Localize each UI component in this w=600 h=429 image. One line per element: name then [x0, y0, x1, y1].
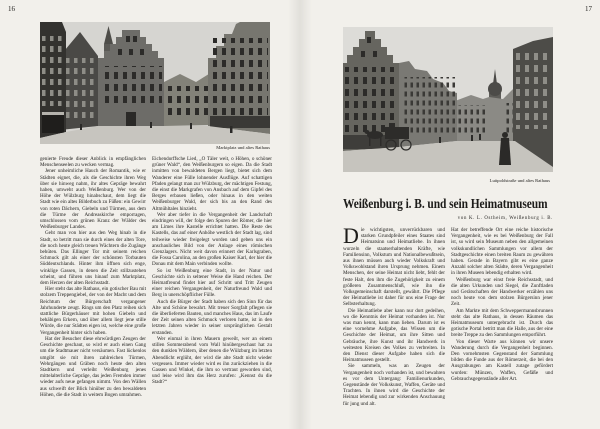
gabled-house-right [208, 22, 270, 134]
page-number-left: 16 [8, 5, 15, 13]
page-number-right: 17 [585, 5, 592, 13]
paragraph: Eichendorffsche Lied, „O Täler weit, o Höhen, o schöner grüner Wald“, den Weißenburgern so eigen. Da die Stadt inmitten von bewaldeten Bergen liegt, bietet sich dem Wanderer eine Fülle lohnender Ausflüge. Auf schattigen Pfaden gelangt man zur Wülzburg, der mächtigen Festung, die einst die Markgrafen von Ansbach auf dem Gipfel des Berges erbauen ließen, oder hinaus in den weiten Weißenburger Wald, der sich bis an den Rand des Altmühltales hinzieht. [152, 156, 272, 212]
book-gutter-shadow [288, 0, 312, 429]
paragraph: Von dieser Warte aus können wir unsere Wanderung durch die Vergangenheit beginnen. Den vornehmsten Gegenstand der Sammlung bilden die Funde aus der Römerzeit, die bei den Ausgrabungen am Kastell zutage gefördert wurden: Münzen, Waffen, Gefäße und Gebrauchsgegenstände aller Art. [451, 338, 553, 382]
paragraph: genierte Freude dieser Anblick in empfänglichen Menschenseelen zu wecken vermag. [40, 156, 146, 169]
article-title: Weißenburg i. B. und sein Heimatmuseum [343, 197, 548, 212]
paragraph: Am Markte mit dem Schweppermannsbrunnen steht das alte Rathaus, in dessen Räumen das Heimatmuseum untergebracht ist. Durch das gotische Portal betritt man die Halle, aus der eine breite Treppe zu den Sammlungen emporführt. [451, 307, 553, 339]
paragraph: Jener unheimliche Hauch der Romantik, wie er Städten eignet, die, als die Geschichte ihren Weg über sie hinweg nahm, ihr altes Gepräge bewahrt haben, umweht auch Weißenburg. Wer von der Höhe der Wülzburg hinabschaut, dem liegt die Stadt wie ein altes Bilderbuch zu Füßen: ein Gewirr von roten Dächern, Giebeln und Türmen, aus dem die Türme der Andreaskirche emporragen, umschlossen vom grünen Kranz der Wälder des Weißenburger Landes. [40, 168, 146, 231]
drop-cap: D [343, 227, 359, 248]
street-photo [343, 27, 553, 172]
market-square-photo [40, 22, 270, 144]
left-page-column-1 [40, 156, 146, 422]
paragraph: Hat der betreffende Ort eine reiche historische Vergangenheit, wie es bei Weißenburg der Fall ist, so wird sein Museum neben den allgemeinen volkskundlichen Sammlungen vor allem der Stadtgeschichte einen breiten Raum zu gewähren haben. Gerade in Bayern gibt es eine ganze Anzahl solcher alten Städte, deren Vergangenheit in ihren Museen lebendig erhalten wird. [451, 227, 553, 277]
left-page-column-2 [152, 156, 272, 422]
paragraph: Weißenburg war einst freie Reichsstadt, und die alten Urkunden und Siegel, die Zunftladen und Gerätschaften der Handwerker erzählen uns noch heute von dem stolzen Bürgersinn jener Zeit. [451, 276, 553, 308]
paragraph: Geht man von hier aus den Weg hinab in die Stadt, so betritt man sie durch eines der alten Tore, die noch heute gleich treuen Wächtern die Zugänge behüten. Das Ellinger Tor mit seinem reichen Schmuck gilt als einer der schönsten Torbauten Süddeutschlands. Hinter ihm öffnen sich enge, winklige Gassen, in denen die Zeit stillzustehen scheint, und führen uns hinauf zum Marktplatz, dem Herzen der alten Reichsstadt. [40, 230, 146, 287]
right-page-column-1 [343, 227, 445, 422]
paragraph: Sie sammeln, was an Zeugen der Vergangenheit noch vorhanden ist, und bewahren es vor dem Untergang: Familienurkunden, Gegenstände der Volkskunst, Waffen, Geräte und Trachten. In ihnen wird die Geschichte der Heimat lebendig und zur wirkenden Anschauung für jung und alt. [343, 363, 445, 407]
paragraph: ie wichtigsten, unverrückbaren und starken Grundpfeiler eines Staates sind Heimatsinn und Heimatliebe. In ihnen wurzeln die staatserhaltenden Kräfte, wie Familiensinn, Volkstum und Nationalbewußtsein, aus ihnen müssen auch wieder Volkskraft und Volkswohlstand ihren Ursprung nehmen. Einem Menschen, der seine Heimat nicht liebt, fehlt der feste Halt, den ihm die Zugehörigkeit zu einem größeren Zusammenschluß, wie ihn die Volksgemeinschaft darstellt, gewährt. Die Pflege der Heimatliebe ist daher für uns eine Frage der Selbsterhaltung. [343, 227, 445, 308]
paragraph: So ist Weißenburg eine Stadt, in der Natur und Geschichte sich in seltener Weise die Hand reichen. Der Heimatfreund findet hier auf Schritt und Tritt Zeugen einer reichen Vergangenheit, der Naturfreund Wald und Berg in unerschöpflicher Fülle. [152, 267, 272, 299]
photo-caption-right: Luitpoldstraße und altes Rathaus [489, 178, 550, 183]
right-page-column-2 [451, 227, 553, 422]
corner-house [40, 22, 66, 138]
paragraph: Wer einmal in ihren Mauern geweilt, wer an einem stillen Sommerabend vom Wall hinübergeschaut hat zu den dunklen Wäldern, über denen die Wülzburg im letzten Abendlicht erglüht, der wird die alte Stadt nicht wieder vergessen. Immer wieder wird es ihn zurückziehen in die Gassen und Winkel, die ihm so vertraut geworden sind, und leise wird ihm das Herz zurufen: „Kennst du die Stadt?“ [152, 335, 272, 386]
paragraph: Die Heimatliebe aber kann nur dort gedeihen, wo die Kenntnis der Heimat vorhanden ist. Nur was man kennt, kann man lieben. Darum ist es eine vornehme Aufgabe, das Wissen um die Geschichte der Heimat, um ihre Sitten und Gebräuche, ihre Kunst und ihr Handwerk in weitesten Kreisen des Volkes zu verbreiten. In den Dienst dieser Aufgabe haben sich die Heimatmuseen gestellt. [343, 307, 445, 364]
paragraph: Wer aber tiefer in die Vergangenheit der Landschaft eindringen will, der folge den Spuren der Römer, die hier am Limes ihre Kastelle errichtet hatten. Die Reste des Kastells, das auf einer Anhöhe westlich der Stadt lag, sind teilweise wieder freigelegt worden und geben uns ein anschauliches Bild von der Anlage eines römischen Grenzlagers. Nicht weit davon erinnert der Karlsgraben, die Fossa Carolina, an den großen Kaiser Karl, der hier die Donau mit dem Main verbinden wollte. [152, 211, 272, 268]
paragraph: Hat der Besucher diese ehrwürdigen Zeugen der Geschichte geschaut, so wird er auch einen Gang um die Stadtmauer nicht versäumen. Fast lückenlos umgibt sie mit ihren zahlreichen Türmen, Wehrgängen und Gräben noch heute den alten Stadtkern und verleiht Weißenburg jenes mittelalterliche Gepräge, das jeden Fremden immer wieder aufs neue gefangen nimmt. Von den Wällen aus schweift der Blick hinüber zu den bewaldeten Höhen, die die Stadt in weitem Bogen umrahmen. [40, 335, 146, 398]
row-houses [164, 72, 212, 126]
article-byline: von K. L. Ostheim, Weißenburg i. B. [457, 216, 553, 221]
paragraph: Hier steht das alte Rathaus, ein gotischer Bau mit stolzem Treppengiebel, der von der Macht und dem Reichtum der Bürgerschaft vergangener Jahrhunderte zeugt. Rings um den Platz reihen sich stattliche Bürgerhäuser mit hohen Giebeln und behäbigen Erkern, und über allem liegt jene stille Würde, die nur Städten eigen ist, welche eine große Vergangenheit hinter sich haben. [40, 286, 146, 336]
paragraph: Auch die Bürger der Stadt haben sich den Sinn für das Alte und Schöne bewahrt. Mit treuer Sorgfalt pflegen sie die überlieferten Bauten, und manches Haus, das im Laufe der Zeit seinen alten Schmuck verloren hatte, ist in den letzten Jahren wieder in seiner ursprünglichen Gestalt erstanden. [152, 298, 272, 336]
photo-caption-left: Marktplatz und altes Rathaus [216, 145, 270, 150]
